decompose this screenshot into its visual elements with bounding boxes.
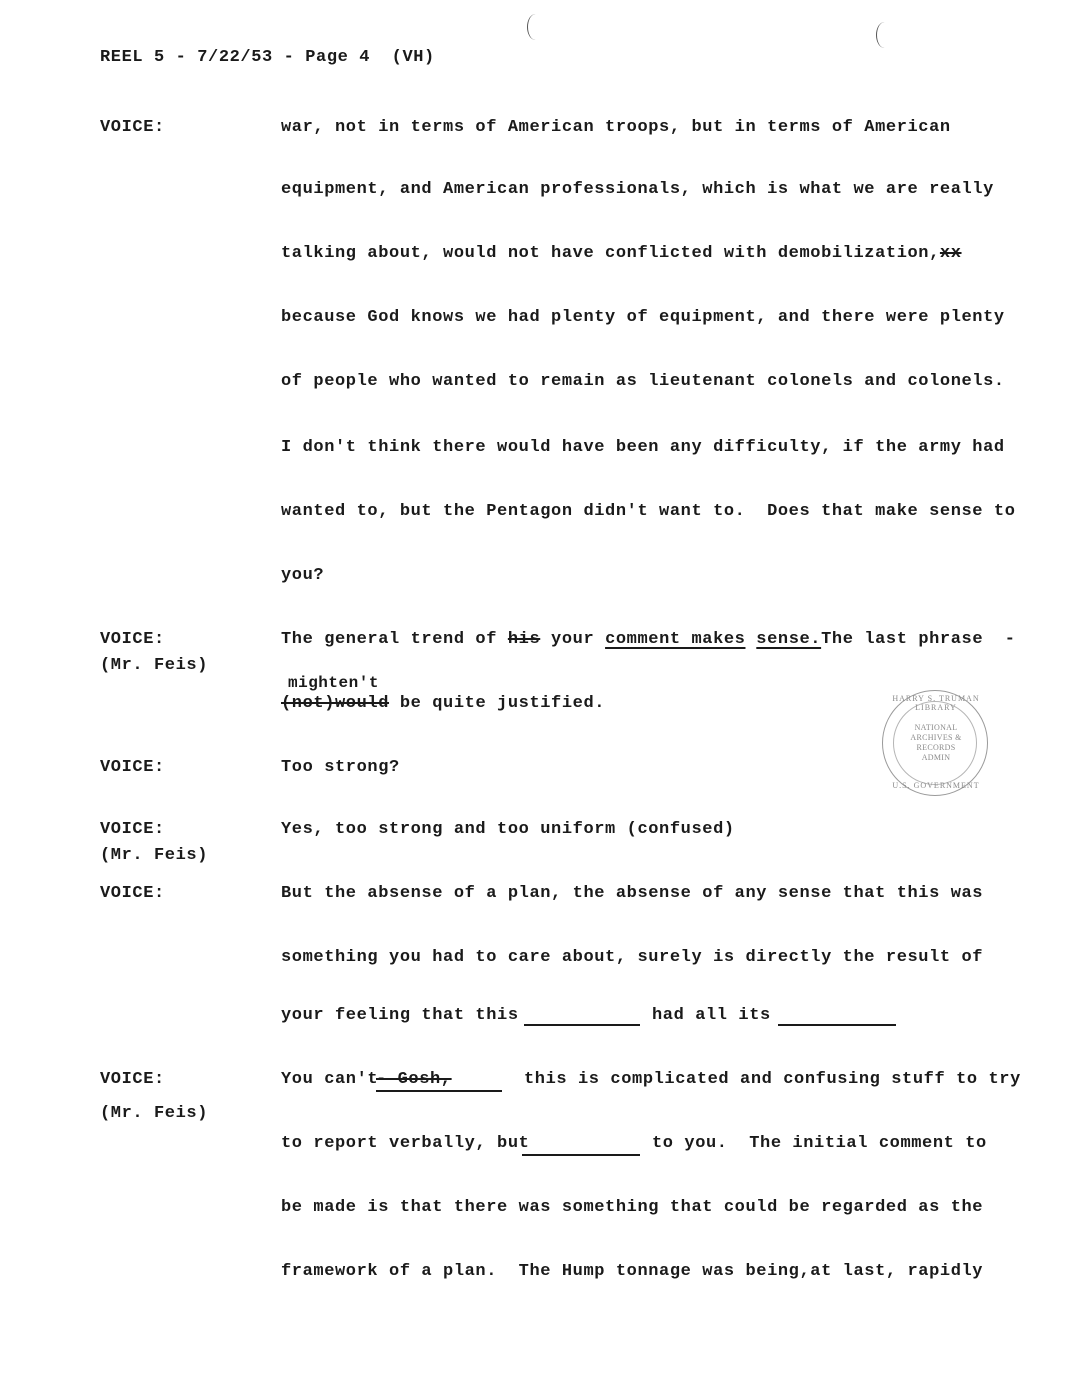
transcript-line: talking about, would not have conflicted with demobilization,xx (281, 244, 962, 263)
library-stamp (882, 690, 988, 796)
speaker-label: VOICE: (100, 884, 165, 903)
handwritten-insertion: mighten't (288, 674, 379, 692)
transcript-line: your feeling that this (281, 1006, 519, 1025)
transcript-line: had all its (652, 1006, 771, 1025)
speaker-label: VOICE: (100, 630, 165, 649)
transcript-line: Yes, too strong and too uniform (confused) (281, 820, 735, 839)
stamp-center-text: NATIONAL (914, 723, 958, 732)
blank-line (524, 1024, 640, 1026)
blank-line (376, 1090, 502, 1092)
stamp-center-text: ADMIN (921, 753, 951, 762)
transcript-line: wanted to, but the Pentagon didn't want to. Does that make sense to (281, 502, 1016, 521)
transcript-line: something you had to care about, surely is directly the result of (281, 948, 984, 967)
struck-text: - Gosh, (376, 1070, 452, 1089)
transcript-line: be made is that there was something that could be regarded as the (281, 1198, 984, 1217)
transcript-line: equipment, and American professionals, which is what we are really (281, 180, 994, 199)
speaker-label: VOICE: (100, 118, 165, 137)
stamp-ring-text: HARRY S. TRUMAN LIBRARY (892, 694, 980, 712)
speaker-label: VOICE: (100, 1070, 165, 1089)
transcript-line: Too strong? (281, 758, 400, 777)
transcript-line: to you. The initial comment to (652, 1134, 987, 1153)
stamp-center-text: RECORDS (916, 743, 956, 752)
speaker-label: VOICE: (100, 758, 165, 777)
transcript-line: of people who wanted to remain as lieutenant colonels and colonels. (281, 372, 1005, 391)
transcript-line: The general trend of his your comment makes sense.The last phrase - (281, 630, 1016, 649)
transcript-line: framework of a plan. The Hump tonnage was being,at last, rapidly (281, 1262, 984, 1281)
struck-text: (not)would (281, 694, 390, 713)
page-corner-mark (876, 22, 893, 48)
blank-line (778, 1024, 896, 1026)
struck-text: xx (939, 244, 962, 263)
transcript-line: you? (281, 566, 325, 585)
stamp-bottom-text: U.S. GOVERNMENT (892, 781, 980, 790)
underlined-text: sense. (756, 630, 822, 649)
transcript-line: You can't (281, 1070, 379, 1089)
speaker-name: (Mr. Feis) (100, 846, 209, 865)
transcript-line: But the absense of a plan, the absense of any sense that this was (281, 884, 984, 903)
transcript-line: I don't think there would have been any difficulty, if the army had (281, 438, 1005, 457)
transcript-line: war, not in terms of American troops, but in terms of American (281, 118, 951, 137)
speaker-name: (Mr. Feis) (100, 1104, 209, 1123)
speaker-label: VOICE: (100, 820, 165, 839)
struck-text: his (507, 630, 541, 649)
underlined-text: comment makes (605, 630, 746, 649)
blank-line (522, 1154, 640, 1156)
speaker-name: (Mr. Feis) (100, 656, 209, 675)
transcript-line: to report verbally, but (281, 1134, 530, 1153)
page-header: REEL 5 - 7/22/53 - Page 4 (VH) (100, 48, 435, 67)
transcript-line: because God knows we had plenty of equipment, and there were plenty (281, 308, 1005, 327)
transcript-line: this is complicated and confusing stuff to try (524, 1070, 1021, 1089)
transcript-line: (not)would be quite justified. (281, 694, 606, 713)
page-corner-mark (527, 14, 544, 40)
stamp-center-text: ARCHIVES & (910, 733, 962, 742)
